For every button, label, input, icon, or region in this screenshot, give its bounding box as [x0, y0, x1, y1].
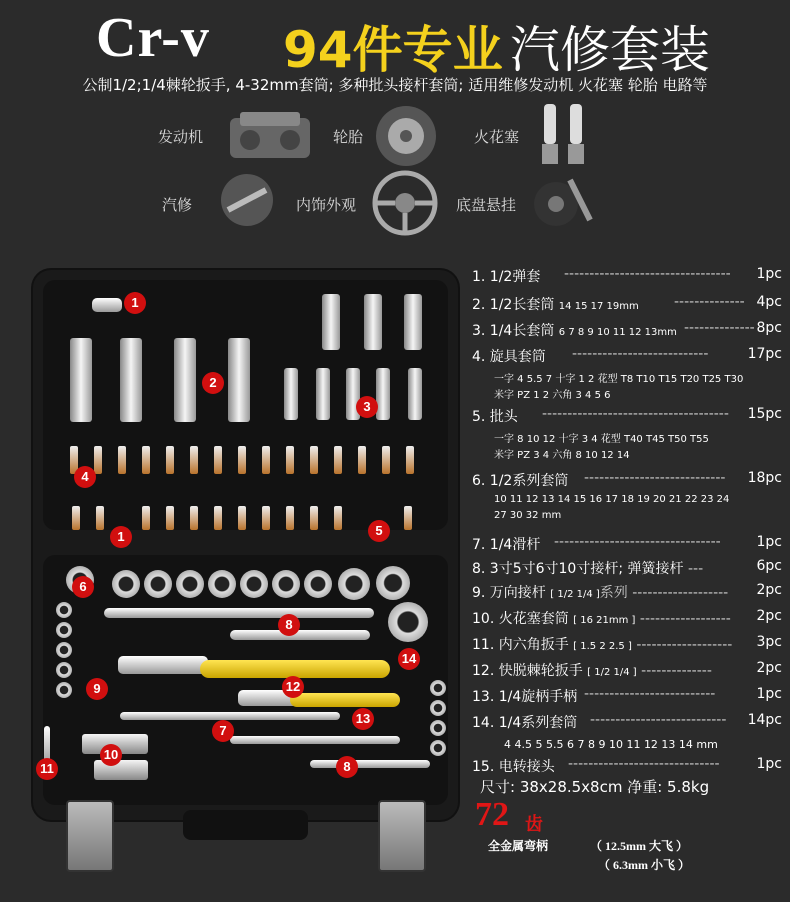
app-label-interior: 内饰外观: [296, 196, 357, 214]
title-rest: 汽修套装: [510, 21, 710, 79]
handle-note-big: （ 12.5mm 大飞 ）: [590, 839, 688, 853]
case-handle[interactable]: [183, 810, 308, 840]
bit-sizes: 米字 PZ 3 4 六角 8 10 12 14: [494, 450, 630, 461]
bit-socket: [166, 446, 174, 474]
list-item: 13. 1/4旋柄手柄 -------------------------- 1pc: [472, 686, 782, 705]
bit-socket: [334, 446, 342, 474]
handle-note-small: （ 6.3mm 小飞 ）: [598, 858, 690, 872]
marker-14: 14: [398, 648, 420, 670]
screwdriver-bit: [238, 506, 246, 530]
handle-note-label: 全金属弯柄: [488, 839, 549, 853]
bit-socket: [94, 446, 102, 474]
list-item: 3. 1/4长套筒 6 7 8 9 10 11 12 13mm -------------- 8pc: [472, 320, 782, 339]
socket-quarter: [56, 622, 72, 638]
half-socket-sizes: 27 30 32 mm: [494, 510, 562, 521]
title-highlight: 94件专业: [283, 21, 503, 79]
list-item: 2. 1/2长套筒 14 15 17 19mm -------------- 4pc: [472, 294, 782, 313]
bit-socket: [214, 446, 222, 474]
socket-quarter: [56, 662, 72, 678]
app-label-car-repair: 汽修: [162, 196, 193, 214]
app-label-suspension: 底盘悬挂: [456, 196, 517, 214]
list-item: 5. 批头 ------------------------------------- 15pc: [472, 406, 782, 425]
screwdriver-bit: [96, 506, 104, 530]
bit-socket: [310, 446, 318, 474]
screwdriver-bit: [286, 506, 294, 530]
socket-quarter: [430, 680, 446, 696]
socket-half: [388, 602, 428, 642]
marker-11: 11: [36, 758, 58, 780]
app-label-tire: 轮胎: [333, 128, 364, 146]
steering-wheel-icon: [372, 170, 438, 236]
bit-socket: [142, 446, 150, 474]
long-socket-quarter: [404, 294, 422, 350]
bit-socket-sizes: 米字 PZ 1 2 六角 3 4 5 6: [494, 390, 611, 401]
socket-quarter: [430, 720, 446, 736]
long-socket-half: [228, 338, 250, 422]
bit-socket: [262, 446, 270, 474]
half-socket-sizes: 10 11 12 13 14 15 16 17 18 19 20 21 22 23 24: [494, 494, 730, 505]
socket-quarter: [56, 602, 72, 618]
product-title: [0, 4, 790, 79]
teeth-count: 72: [475, 796, 509, 833]
screwdriver-bit: [190, 506, 198, 530]
screwdriver-bit: [214, 506, 222, 530]
screwdriver-bit: [166, 506, 174, 530]
socket-quarter: [56, 642, 72, 658]
marker-5: 5: [368, 520, 390, 542]
screwdriver-bit: [142, 506, 150, 530]
list-item: 12. 快脱棘轮扳手 [ 1/2 1/4 ] -------------- 2pc: [472, 660, 782, 679]
marker-7: 7: [212, 720, 234, 742]
bit-socket: [406, 446, 414, 474]
marker-12: 12: [282, 676, 304, 698]
list-item: 9. 万向接杆 [ 1/2 1/4 ]系列 ------------------- 2pc: [472, 582, 782, 601]
sliding-t-bar: [230, 736, 400, 744]
list-item: 15. 电转接头 ------------------------------ 1pc: [472, 756, 782, 775]
bit-socket-sizes: 一字 4 5.5 7 十字 1 2 花型 T8 T10 T15 T20 T25 T30: [494, 374, 744, 385]
marker-6: 6: [72, 576, 94, 598]
list-item: 4. 旋具套筒 --------------------------- 17pc: [472, 346, 782, 365]
ratchet-head-half: [118, 656, 208, 674]
long-socket-quarter: [376, 368, 390, 420]
list-item: 7. 1/4滑杆 --------------------------------- 1pc: [472, 534, 782, 553]
bit-socket: [286, 446, 294, 474]
socket-half: [304, 570, 332, 598]
marker-2: 2: [202, 372, 224, 394]
subtitle: 公制1/2;1/4棘轮扳手, 4-32mm套筒; 多种批头接杆套筒; 适用维修发动机 火花塞 轮胎 电路等: [82, 76, 708, 94]
socket-half: [176, 570, 204, 598]
long-socket-half: [120, 338, 142, 422]
marker-13: 13: [352, 708, 374, 730]
list-item: 14. 1/4系列套筒 --------------------------- 14pc: [472, 712, 782, 731]
list-item: 11. 内六角扳手 [ 1.5 2 2.5 ] ------------------- 3pc: [472, 634, 782, 653]
dimensions-weight: 尺寸: 38x28.5x8cm 净重: 5.8kg: [480, 778, 710, 796]
socket-half: [240, 570, 268, 598]
car-repair-icon: [214, 172, 280, 228]
marker-8: 8: [278, 614, 300, 636]
screwdriver-bit: [334, 506, 342, 530]
spark-plug-socket: [94, 760, 148, 780]
socket-half: [112, 570, 140, 598]
socket-half: [208, 570, 236, 598]
socket-quarter: [430, 700, 446, 716]
bit-socket: [238, 446, 246, 474]
screwdriver-bit: [262, 506, 270, 530]
ratchet-handle-quarter: [290, 693, 400, 707]
spring-socket: [92, 298, 122, 312]
long-socket-quarter: [284, 368, 298, 420]
spring-extension: [310, 760, 430, 768]
case-latch-right[interactable]: [378, 800, 426, 872]
long-socket-quarter: [322, 294, 340, 350]
list-item: 10. 火花塞套筒 [ 16 21mm ] ------------------ 2pc: [472, 608, 782, 627]
long-socket-quarter: [408, 368, 422, 420]
quarter-socket-sizes: 4 4.5 5 5.5 6 7 8 9 10 11 12 13 14 mm: [504, 738, 718, 751]
extension-bar: [120, 712, 340, 720]
list-item: 8. 3寸5寸6寸10寸接杆; 弹簧接杆 --- 6pc: [472, 558, 782, 577]
long-socket-quarter: [364, 294, 382, 350]
engine-icon: [220, 108, 320, 166]
bit-socket: [382, 446, 390, 474]
long-socket-half: [174, 338, 196, 422]
marker-9: 9: [86, 678, 108, 700]
bit-socket: [118, 446, 126, 474]
case-latch-left[interactable]: [66, 800, 114, 872]
app-label-engine: 发动机: [158, 128, 204, 146]
socket-quarter: [430, 740, 446, 756]
extension-bar: [230, 630, 370, 640]
marker-4: 4: [74, 466, 96, 488]
app-label-spark-plug: 火花塞: [474, 128, 520, 146]
spark-plug-icon: [536, 100, 592, 172]
socket-half: [272, 570, 300, 598]
socket-quarter: [56, 682, 72, 698]
socket-half: [338, 568, 370, 600]
tire-icon: [374, 104, 438, 168]
list-item: 6. 1/2系列套筒 ---------------------------- 18pc: [472, 470, 782, 489]
marker-1: 1: [124, 292, 146, 314]
screwdriver-bit: [404, 506, 412, 530]
title-brand: Cr-v: [96, 7, 210, 69]
marker-3: 3: [356, 396, 378, 418]
long-socket-quarter: [316, 368, 330, 420]
extension-bar: [104, 608, 374, 618]
socket-half: [376, 566, 410, 600]
marker-10: 10: [100, 744, 122, 766]
bit-socket: [190, 446, 198, 474]
screwdriver-bit: [310, 506, 318, 530]
marker-8b: 8: [336, 756, 358, 778]
teeth-unit: 齿: [525, 814, 543, 835]
marker-1b: 1: [110, 526, 132, 548]
long-socket-half: [70, 338, 92, 422]
list-item: 1. 1/2弹套 --------------------------------- 1pc: [472, 266, 782, 285]
bit-sizes: 一字 8 10 12 十字 3 4 花型 T40 T45 T50 T55: [494, 434, 709, 445]
bit-socket: [358, 446, 366, 474]
screwdriver-bit: [72, 506, 80, 530]
suspension-icon: [530, 170, 606, 234]
socket-half: [144, 570, 172, 598]
